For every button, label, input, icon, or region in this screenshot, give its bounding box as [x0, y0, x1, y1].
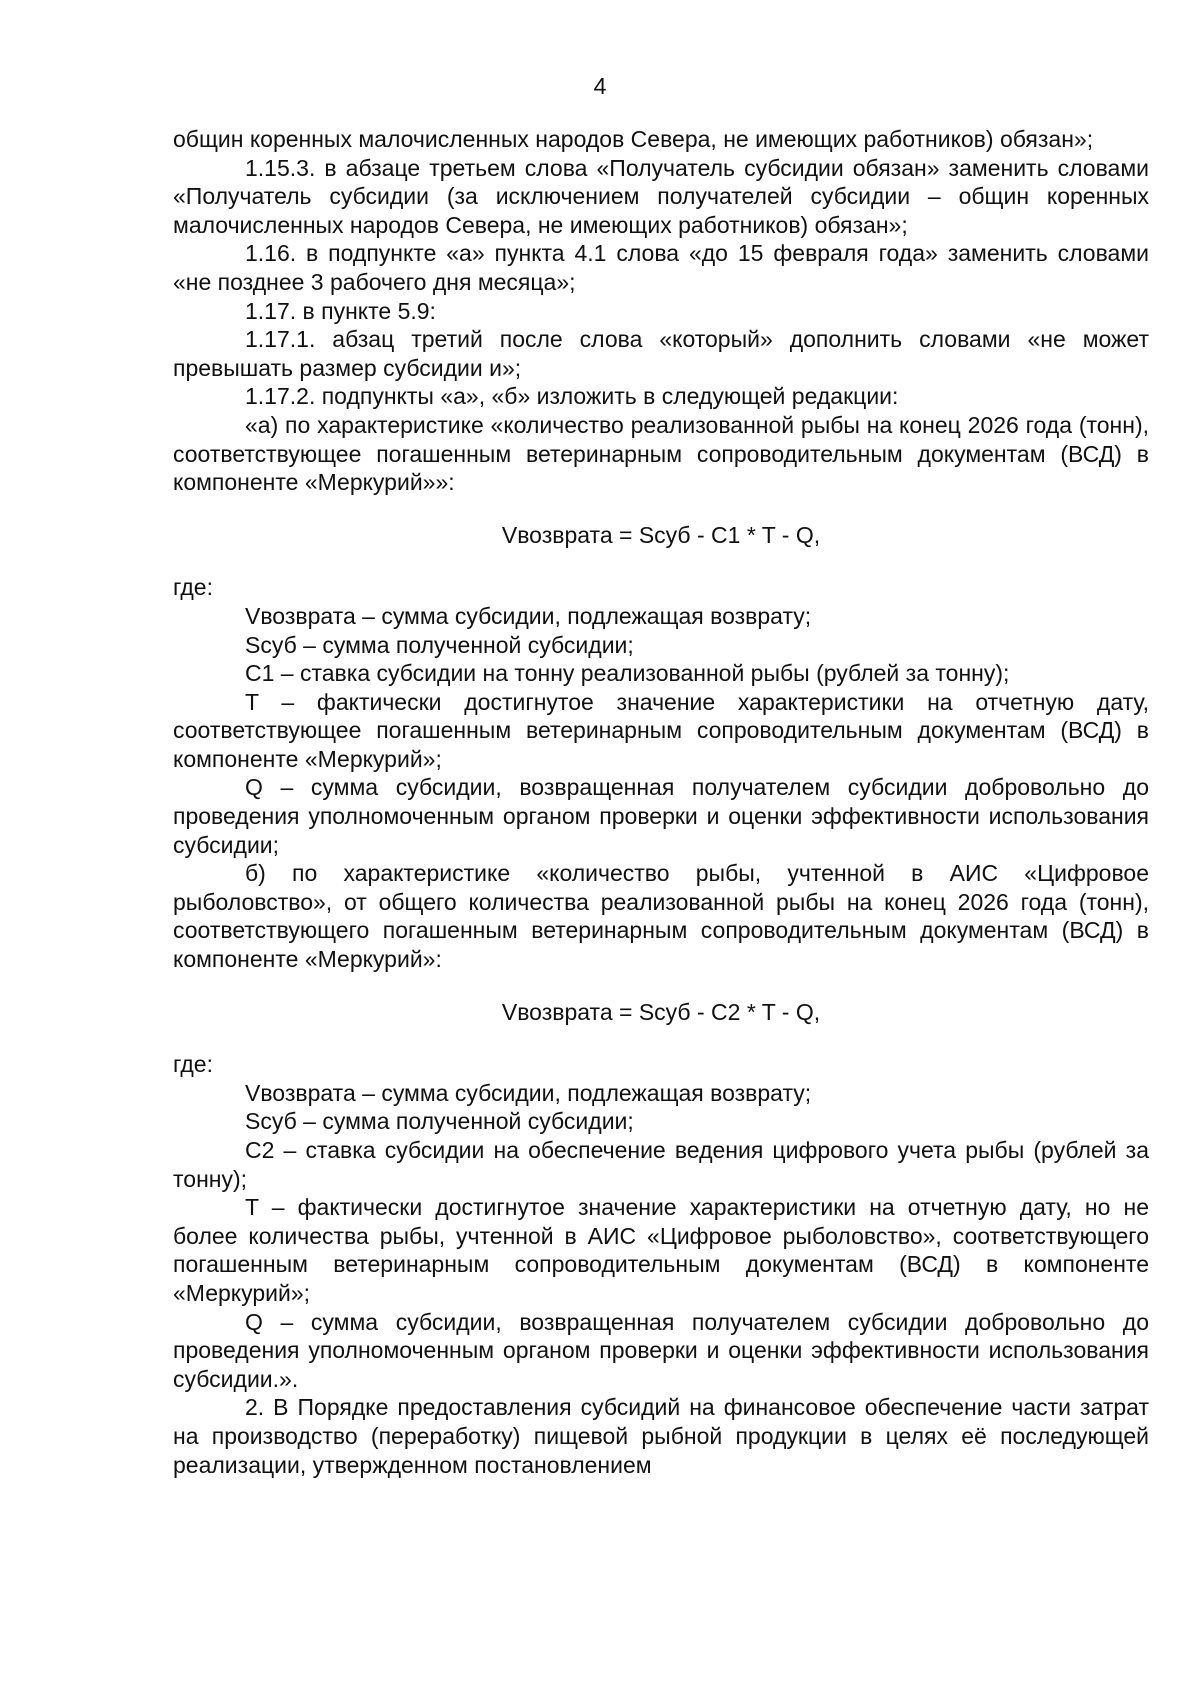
- where-label-2: где:: [173, 1051, 213, 1078]
- subparagraph-b: б) по характеристике «количество рыбы, учтенной в АИС «Цифровое рыболовство», от общего количества реализованной рыбы на конец 2026 года (тонн), соответствующего погашенным ветеринарным сопроводительным документам (ВСД) в компоненте «Меркурий»:: [173, 860, 1149, 973]
- page-number: 4: [593, 73, 607, 99]
- definition-v-2: Vвозврата – сумма субсидии, подлежащая возврату;: [245, 1079, 812, 1106]
- paragraph-1-17: 1.17. в пункте 5.9:: [245, 297, 436, 324]
- paragraph-1-17-2: 1.17.2. подпункты «а», «б» изложить в следующей редакции:: [245, 383, 899, 410]
- subparagraph-a: «а) по характеристике «количество реализованной рыбы на конец 2026 года (тонн), соответствующее погашенным ветеринарным сопроводительным документам (ВСД) в компоненте «Меркурий»»:: [173, 411, 1149, 496]
- definition-t-2: T – фактически достигнутое значение характеристики на отчетную дату, но не более количества рыбы, учтенной в АИС «Цифровое рыболовство», соответствующего погашенным ветеринарным сопроводительным документам (ВСД) в компоненте «Меркурий»;: [173, 1194, 1149, 1306]
- where-label-1: где:: [173, 574, 213, 601]
- document-body: [173, 125, 1149, 1479]
- paragraph-1: общин коренных малочисленных народов Севера, не имеющих работников) обязан»;: [173, 126, 1094, 152]
- definition-q-1: Q – сумма субсидии, возвращенная получателем субсидии добровольно до проведения уполномоченным органом проверки и оценки эффективности использования субсидии;: [173, 774, 1149, 858]
- formula-1: Vвозврата = Sсуб - C1 * T - Q,: [501, 521, 821, 548]
- definition-v-1: Vвозврата – сумма субсидии, подлежащая возврату;: [245, 602, 812, 629]
- paragraph-1-16: 1.16. в подпункте «а» пункта 4.1 слова «до 15 февраля года» заменить словами «не позднее 3 рабочего дня месяца»;: [173, 240, 1149, 295]
- definition-s-2: Sсуб – сумма полученной субсидии;: [245, 1108, 634, 1135]
- paragraph-1-15-3: 1.15.3. в абзаце третьем слова «Получатель субсидии обязан» заменить словами «Получатель субсидии (за исключением получателей субсидии – общин коренных малочисленных народов Севера, не имеющих работников) обязан»;: [173, 154, 1149, 238]
- definition-s-1: Sсуб – сумма полученной субсидии;: [245, 631, 634, 658]
- definition-q-2: Q – сумма субсидии, возвращенная получателем субсидии добровольно до проведения уполномоченным органом проверки и оценки эффективности использования субсидии.».: [173, 1308, 1149, 1392]
- definition-c1: C1 – ставка субсидии на тонну реализованной рыбы (рублей за тонну);: [245, 660, 1010, 687]
- definition-t-1: T – фактически достигнутое значение характеристики на отчетную дату, соответствующее погашенным ветеринарным сопроводительным документам (ВСД) в компоненте «Меркурий»;: [173, 688, 1149, 772]
- paragraph-1-17-1: 1.17.1. абзац третий после слова «который» дополнить словами «не может превышать размер субсидии и»;: [173, 326, 1149, 381]
- paragraph-2: 2. В Порядке предоставления субсидий на финансовое обеспечение части затрат на производство (переработку) пищевой рыбной продукции в целях её последующей реализации, утвержденном постановлением: [173, 1394, 1149, 1478]
- definition-c2: C2 – ставка субсидии на обеспечение ведения цифрового учета рыбы (рублей за тонну);: [173, 1137, 1149, 1192]
- formula-2: Vвозврата = Sсуб - C2 * T - Q,: [501, 998, 821, 1025]
